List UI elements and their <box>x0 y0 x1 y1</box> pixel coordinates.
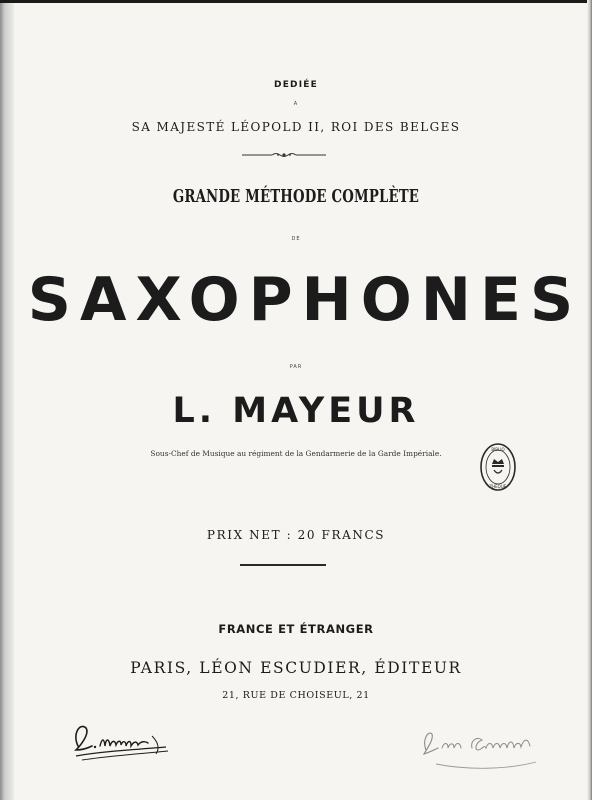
author-position: Sous-Chef de Musique au régiment de la Gendarmerie de la Garde Impériale. <box>150 449 442 458</box>
method-title: GRANDE MÉTHODE COMPLÈTE <box>172 186 420 207</box>
signature-escudier-icon <box>416 720 552 774</box>
top-edge <box>0 0 592 3</box>
publisher-address: 21, RUE DE CHOISEUL, 21 <box>222 690 370 701</box>
par-word: PAR <box>289 364 303 370</box>
svg-text:BIBLIO: BIBLIO <box>491 447 505 452</box>
de-word: DE <box>291 236 301 242</box>
svg-text:THÈQUE: THÈQUE <box>489 484 507 489</box>
author-name: L. MAYEUR <box>172 391 420 431</box>
dedicatee: SA MAJESTÉ LÉOPOLD II, ROI DES BELGES <box>131 120 461 134</box>
divider-rule <box>240 564 326 566</box>
publisher: PARIS, LÉON ESCUDIER, ÉDITEUR <box>130 659 462 677</box>
distribution: FRANCE ET ÉTRANGER <box>218 622 374 636</box>
price: PRIX NET : 20 FRANCS <box>206 528 386 542</box>
instrument-title: SAXOPHONES <box>27 265 583 335</box>
library-stamp-icon <box>479 442 517 492</box>
signature-mayeur-icon <box>68 716 174 764</box>
dedication-label: DEDIÉE <box>274 80 318 90</box>
dedication-a: A <box>293 101 299 107</box>
ornamental-rule <box>242 151 326 159</box>
